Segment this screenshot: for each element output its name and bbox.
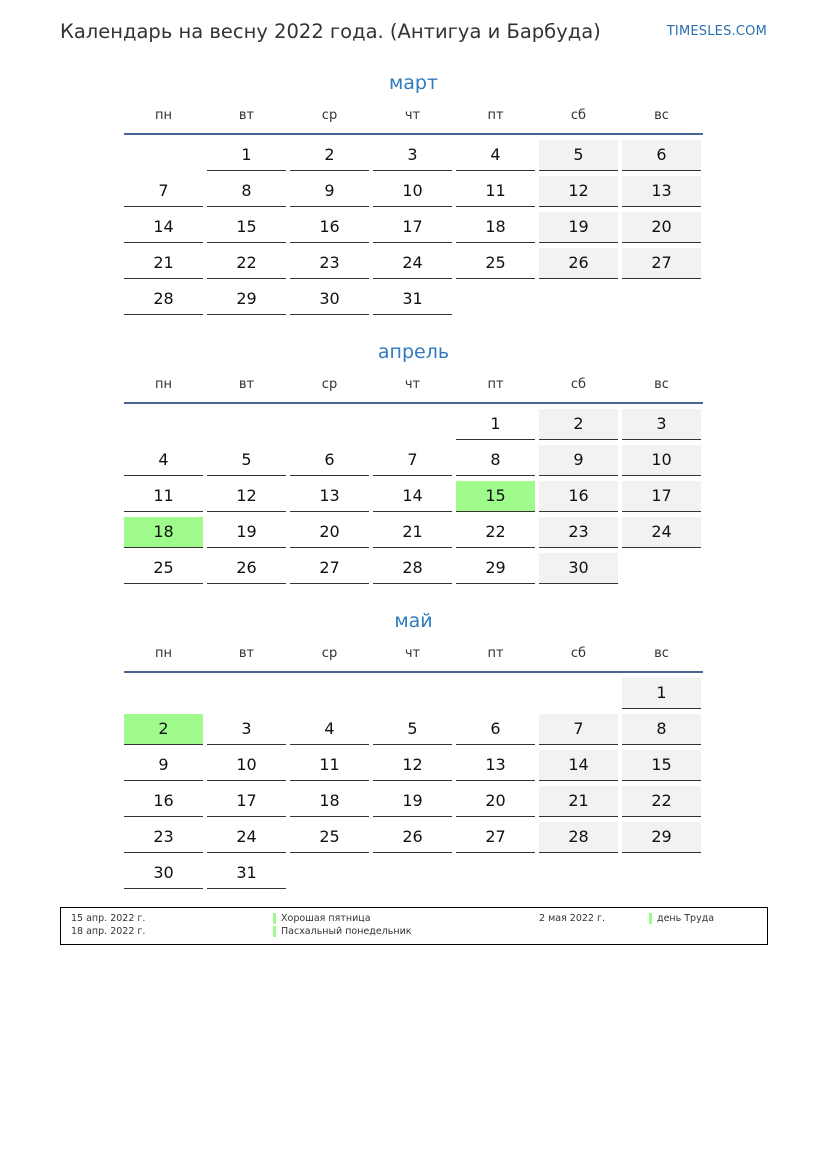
day-cell: 17	[207, 786, 286, 817]
legend-holiday-name: Хорошая пятница	[281, 913, 371, 924]
weekday-header	[124, 644, 703, 664]
empty-day-cell	[539, 858, 618, 889]
weekday-label: пн	[155, 646, 172, 661]
weekday-label: сб	[570, 646, 587, 661]
site-link[interactable]: TIMESLES.COM	[666, 24, 767, 39]
weekday-label: вс	[654, 108, 669, 123]
day-cell: 19	[539, 212, 618, 243]
empty-day-cell	[124, 409, 203, 440]
day-cell: 17	[373, 212, 452, 243]
weekday-header	[124, 106, 703, 126]
month-calendar	[124, 337, 703, 584]
day-cell: 3	[207, 714, 286, 745]
weekday-label: вс	[654, 377, 669, 392]
weekday-label: ср	[321, 377, 338, 392]
day-cell: 20	[456, 786, 535, 817]
week-row	[124, 786, 703, 817]
empty-day-cell	[539, 284, 618, 315]
day-cell: 6	[456, 714, 535, 745]
day-cell: 16	[290, 212, 369, 243]
day-cell: 8	[456, 445, 535, 476]
day-cell: 5	[373, 714, 452, 745]
empty-day-cell	[290, 678, 369, 709]
day-cell: 3	[622, 409, 701, 440]
header-rule	[124, 133, 703, 135]
week-row	[124, 140, 703, 171]
day-cell: 31	[207, 858, 286, 889]
week-row	[124, 750, 703, 781]
day-cell: 28	[373, 553, 452, 584]
day-cell: 20	[290, 517, 369, 548]
day-cell: 24	[373, 248, 452, 279]
day-cell: 15	[456, 481, 535, 512]
day-cell: 20	[622, 212, 701, 243]
week-row	[124, 858, 703, 889]
week-row	[124, 517, 703, 548]
legend-date: 15 апр. 2022 г.	[71, 913, 146, 924]
weekday-label: вт	[238, 108, 255, 123]
empty-day-cell	[622, 553, 701, 584]
weekday-label: вт	[238, 377, 255, 392]
day-cell: 4	[456, 140, 535, 171]
day-cell: 23	[124, 822, 203, 853]
day-cell: 9	[539, 445, 618, 476]
day-cell: 29	[622, 822, 701, 853]
weekday-label: вс	[654, 646, 669, 661]
weekday-label: вт	[238, 646, 255, 661]
day-cell: 27	[290, 553, 369, 584]
day-cell: 24	[622, 517, 701, 548]
day-cell: 30	[124, 858, 203, 889]
legend-date: 2 мая 2022 г.	[539, 913, 605, 924]
day-cell: 5	[539, 140, 618, 171]
weekday-label: сб	[570, 108, 587, 123]
weekday-header	[124, 375, 703, 395]
legend-date: 18 апр. 2022 г.	[71, 926, 146, 937]
week-row	[124, 248, 703, 279]
day-cell: 11	[124, 481, 203, 512]
day-cell: 14	[124, 212, 203, 243]
month-title: май	[394, 610, 433, 632]
weekday-label: пт	[487, 646, 504, 661]
day-cell: 25	[124, 553, 203, 584]
empty-day-cell	[456, 284, 535, 315]
day-cell: 19	[373, 786, 452, 817]
empty-day-cell	[207, 409, 286, 440]
weekday-label: чт	[404, 108, 421, 123]
empty-day-cell	[207, 678, 286, 709]
day-cell: 10	[207, 750, 286, 781]
weekday-label: чт	[404, 377, 421, 392]
day-cell: 10	[373, 176, 452, 207]
day-cell: 10	[622, 445, 701, 476]
weekday-label: чт	[404, 646, 421, 661]
holiday-marker	[649, 913, 652, 924]
holiday-legend	[60, 907, 768, 945]
weekday-label: пт	[487, 377, 504, 392]
day-cell: 18	[290, 786, 369, 817]
header-rule	[124, 671, 703, 673]
day-cell: 19	[207, 517, 286, 548]
empty-day-cell	[539, 678, 618, 709]
empty-day-cell	[373, 858, 452, 889]
empty-day-cell	[124, 140, 203, 171]
day-cell: 21	[539, 786, 618, 817]
holiday-marker	[273, 926, 276, 937]
day-cell: 8	[622, 714, 701, 745]
day-cell: 14	[539, 750, 618, 781]
day-cell: 2	[539, 409, 618, 440]
weekday-label: ср	[321, 646, 338, 661]
empty-day-cell	[622, 858, 701, 889]
day-cell: 18	[456, 212, 535, 243]
empty-day-cell	[456, 858, 535, 889]
day-cell: 22	[622, 786, 701, 817]
day-cell: 15	[622, 750, 701, 781]
day-cell: 11	[290, 750, 369, 781]
day-cell: 13	[290, 481, 369, 512]
day-cell: 16	[124, 786, 203, 817]
day-cell: 4	[124, 445, 203, 476]
month-calendar	[124, 606, 703, 889]
weekday-label: пн	[155, 377, 172, 392]
week-row	[124, 284, 703, 315]
weekday-label: пн	[155, 108, 172, 123]
day-cell: 26	[207, 553, 286, 584]
day-cell: 21	[124, 248, 203, 279]
day-cell: 23	[539, 517, 618, 548]
day-cell: 28	[124, 284, 203, 315]
day-cell: 7	[124, 176, 203, 207]
day-cell: 5	[207, 445, 286, 476]
day-cell: 15	[207, 212, 286, 243]
day-cell: 27	[622, 248, 701, 279]
day-cell: 7	[539, 714, 618, 745]
day-cell: 14	[373, 481, 452, 512]
week-row	[124, 553, 703, 584]
day-cell: 1	[622, 678, 701, 709]
day-cell: 12	[539, 176, 618, 207]
empty-day-cell	[290, 409, 369, 440]
day-cell: 17	[622, 481, 701, 512]
empty-day-cell	[456, 678, 535, 709]
weekday-label: пт	[487, 108, 504, 123]
week-row	[124, 445, 703, 476]
legend-holiday-name: Пасхальный понедельник	[281, 926, 412, 937]
week-row	[124, 822, 703, 853]
day-cell: 25	[456, 248, 535, 279]
day-cell: 11	[456, 176, 535, 207]
day-cell: 9	[124, 750, 203, 781]
month-title: март	[388, 72, 439, 94]
day-cell: 30	[290, 284, 369, 315]
week-row	[124, 176, 703, 207]
day-cell: 29	[456, 553, 535, 584]
week-row	[124, 714, 703, 745]
day-cell: 16	[539, 481, 618, 512]
day-cell: 29	[207, 284, 286, 315]
day-cell: 31	[373, 284, 452, 315]
day-cell: 18	[124, 517, 203, 548]
day-cell: 28	[539, 822, 618, 853]
day-cell: 21	[373, 517, 452, 548]
day-cell: 9	[290, 176, 369, 207]
day-cell: 24	[207, 822, 286, 853]
day-cell: 26	[539, 248, 618, 279]
week-row	[124, 678, 703, 709]
empty-day-cell	[290, 858, 369, 889]
empty-day-cell	[373, 409, 452, 440]
month-title: апрель	[377, 341, 450, 363]
day-cell: 2	[290, 140, 369, 171]
day-cell: 6	[290, 445, 369, 476]
day-cell: 12	[373, 750, 452, 781]
day-cell: 26	[373, 822, 452, 853]
day-cell: 27	[456, 822, 535, 853]
holiday-marker	[273, 913, 276, 924]
week-row	[124, 212, 703, 243]
day-cell: 23	[290, 248, 369, 279]
day-cell: 13	[622, 176, 701, 207]
day-cell: 1	[207, 140, 286, 171]
day-cell: 6	[622, 140, 701, 171]
header-rule	[124, 402, 703, 404]
weekday-label: сб	[570, 377, 587, 392]
empty-day-cell	[373, 678, 452, 709]
day-cell: 30	[539, 553, 618, 584]
day-cell: 22	[207, 248, 286, 279]
month-calendar	[124, 68, 703, 315]
legend-holiday-name: день Труда	[657, 913, 715, 924]
empty-day-cell	[622, 284, 701, 315]
day-cell: 22	[456, 517, 535, 548]
day-cell: 2	[124, 714, 203, 745]
empty-day-cell	[124, 678, 203, 709]
weekday-label: ср	[321, 108, 338, 123]
day-cell: 25	[290, 822, 369, 853]
day-cell: 7	[373, 445, 452, 476]
page-title: Календарь на весну 2022 года. (Антигуа и Барбуда)	[60, 20, 601, 43]
day-cell: 4	[290, 714, 369, 745]
week-row	[124, 481, 703, 512]
day-cell: 13	[456, 750, 535, 781]
day-cell: 12	[207, 481, 286, 512]
week-row	[124, 409, 703, 440]
day-cell: 1	[456, 409, 535, 440]
day-cell: 3	[373, 140, 452, 171]
day-cell: 8	[207, 176, 286, 207]
